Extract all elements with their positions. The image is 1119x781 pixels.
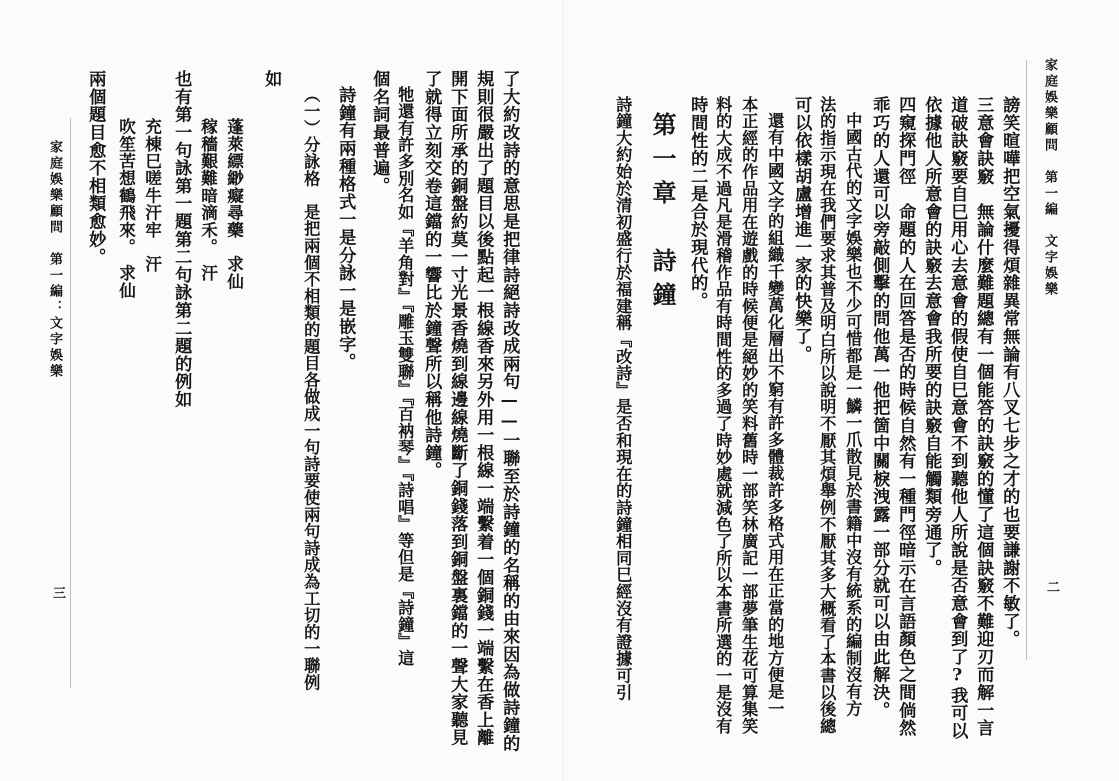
running-header: 家庭娛樂顧問 第一編：文字娛樂	[47, 140, 62, 380]
header-rule	[70, 118, 71, 688]
header-rule	[1026, 60, 1027, 660]
text-column: 開下面所承的銅盤約莫一寸光景香燒到線邊線燒斷了銅錢落到銅盤裏鐺的一聲大家聽見	[447, 70, 468, 747]
text-column: 兩個題目愈不相類愈妙。	[85, 70, 106, 266]
text-column: 規則很嚴出了題目以後點起一根線香來另外用一根線一端繫着一個銅錢一端繫在香上離	[473, 70, 494, 747]
text-column: 如	[261, 70, 282, 88]
text-column: 了就得立刻交卷這鐺的一響比於鐘聲所以稱他詩鐘。	[421, 70, 442, 480]
text-column: （一）分詠格 是把兩個不相類的題目各做成一句詩要使兩句詩成為工切的一聯例	[301, 86, 321, 691]
text-column: 法的指示現在我們要求其普及明白所以說明不厭其煩舉例不厭其多大概看了本書以後總	[817, 96, 837, 735]
text-column: 個名詞最普遍。	[369, 70, 390, 195]
text-column: 可以依樣胡盧增進一家的快樂了。	[791, 96, 812, 363]
text-column: 三意會訣竅 無論什麼難題總有一個能答的訣竅的懂了這個訣竅不難迎刃而解一言	[973, 96, 994, 737]
text-column: 本正經的作品用在遊戲的時候便是絕妙的笑料舊時一部笑林廣記一部夢筆生花可算集笑	[739, 96, 759, 735]
text-column: 也有第一句詠第一題第二句詠第二題的例如	[171, 70, 192, 409]
text-column: 依據他人所意會的訣竅去意會我所要的訣竅自能觸類旁通了。	[921, 96, 942, 577]
page-number: 三	[50, 586, 65, 599]
poem-line: 蓬萊縹緲癡尋藥 求仙	[224, 118, 245, 290]
text-column: 還有中國文字的組織千變萬化層出不窮有許多體裁許多格式用在正當的地方便是一	[765, 112, 785, 717]
right-page	[560, 0, 1119, 781]
text-column: 謗笑暄嘩把空氣擾得煩雜異常無論有八叉七步之才的也要謙謝不敏了。	[999, 96, 1020, 648]
text-column: 道破訣竅要自巳用心去意會的假使自巳意會不到聽他人所說是否意會到了?我可以	[947, 96, 968, 740]
text-column: 牠還有許多別名如『羊角對』『雕玉雙聯』『百衲琴』『詩唱』等但是『詩鐘』這	[395, 86, 415, 667]
text-column: 時間性的二是合於現代的。	[687, 96, 708, 310]
running-header: 家庭娛樂顧問 第一編 文字娛樂	[1042, 58, 1057, 298]
text-column: 料的大成不過凡是滑稽作品有時間性的多過了時妙處就減色了所以本書所選的一是沒有	[713, 96, 733, 735]
poem-line: 充棟巳嗟牛汗牢 汗	[142, 118, 163, 273]
text-column: 乖巧的人還可以旁敲側擊的問他萬一他把箇中關棙洩露一部分就可以由此解決。	[869, 96, 890, 719]
text-column: 詩鐘有兩種格式一是分詠一是嵌字。	[335, 86, 356, 371]
poem-line: 稼穡艱難暗滴禾。 汗	[198, 118, 219, 282]
text-column: 了大約改詩的意思是把律詩絕詩改成兩句——一聯至於詩鐘的名稱的由來因為做詩鐘的	[499, 70, 520, 752]
poem-line: 吹笙苦想鶴飛來。 求仙	[116, 118, 137, 299]
text-column: 四窺探門徑 命題的人在回答是否的時候自然有一種門徑暗示在言語顏色之間倘然	[895, 96, 916, 737]
page-number: 二	[1044, 580, 1059, 593]
text-column: 中國古代的文字娛樂也不少可惜都是一鱗一爪散見於書籍中沒有統系的編制沒有方	[843, 112, 863, 717]
text-column: 詩鐘大約始於清初盛行於福建稱『改詩』是否和現在的詩鐘相同巳經沒有證據可引	[613, 96, 633, 701]
chapter-heading: 第一章 詩鐘	[648, 112, 677, 316]
